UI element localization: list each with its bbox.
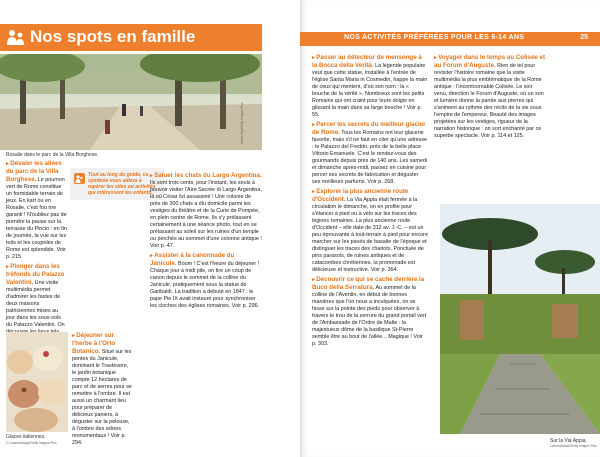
- right-col-2: [434, 54, 546, 142]
- entry-janicule: ▸ Assister à la canonnade du Janicule. Boum ! C'est l'heure du déjeuner ! Chaque jour à midi pile, on tire un coup de canon depuis le sommet de la colline du Janicule, pratiquement sous la statue de Garibaldi. La tradition a débuté en 1847 : le pape Pie IX avait instauré pour synchroniser les cloches des églises romaines. Voir p. 296.: [150, 252, 260, 309]
- photo1-caption: Rosalie dans le parc de la Villa Borghese.: [6, 152, 99, 158]
- photo2-caption: Glaces italiennes.: [6, 434, 46, 440]
- running-head-text: NOS ACTIVITÉS PRÉFÉRÉES POUR LES 6-14 ANS: [344, 34, 525, 41]
- park-illustration: [0, 54, 262, 150]
- via-appia-illustration: [440, 204, 600, 434]
- kids-symbol-icon: [74, 173, 85, 184]
- photo2-credit: © Lucasvsimage/Getty Images Plus: [6, 441, 57, 445]
- family-icon: [6, 29, 26, 46]
- page-number: 25: [580, 34, 588, 41]
- via-appia-photo: [440, 204, 600, 434]
- entry-largo-argentina: ▸ Saluer les chats du Largo Argentina. Ils sont trois cents, pour l'instant, les seuls à pouvoir visiter l'Aire Sacrée di Largo Argentina, là où César fut assassiné ! Une colonie de près de 300 chats a élu domicile parmi les vestiges du théâtre et de la Curie de Pompée, en plein centre de Rome. Ils s'y prélassent certainement à une séance photo, tout en se prélassant au soleil sur les ruines d'un temple ou perchés au sommet d'une colonne antique ! Voir p. 47.: [150, 172, 262, 249]
- section-banner: [0, 24, 262, 51]
- photo3-caption: Sur la Via Appia.: [550, 438, 587, 444]
- left-col-2: [150, 172, 262, 312]
- entry-palazzo-valentini: ▸ Plonger dans les tréfonds du Palazzo Valentini. Une visite multimédia permet d'admirer les fastes de deux maisons patriciennes mises au jour dans les sous-sols du Palazzo Valentini. On: [6, 263, 65, 328]
- left-col-1b: [72, 332, 134, 449]
- entry-colisee: ▸ Voyager dans le temps au Colisée et au Forum d'Auguste. Rien de tel pour revisiter l'histoire romaine que la visite multimédia la plus emblématique de la Rome antique : l'incontournable Colisée. Le soir venu, direction le Forum d'Auguste, où un son et lumière donne la parole aux pierres qui s'animent au rythme des récits de la vie sous l'empire de l'empereur. Beauté des images projetées sur les vestiges, rigueur de la narration historique : on sort enchanté par ce superbe spectacle. Voir p. 114 et 125.: [434, 54, 546, 139]
- entry-villa-borghese: ▸ Dévaler les allées du parc de la Villa Borghese. Le poumon vert de Rome constitue un formidable terrain de jeux. En kart ou en Rosalie, c'est fou rire garanti ! N'oubliez pas de prendre la pause sur la terrasse du Pincio : en fin de journée, la vue sur les toits et les coupoles de Rome est splendide. Voir p. 215.: [6, 160, 67, 260]
- villa-borghese-photo: [0, 54, 262, 150]
- entry-serratura: ▸ Découvrir ce qui se cache derrière la Buco della Serratura. Au sommet de la colline de l'Aventin, en début de bonnes manières que l'on nous a inculquées, on se hisse sur la pointe des pieds pour observer à travers le trou de la serrure du grand portail vert de l'Ambassade de l'Ordre de Malte : la majestueux dôme de la basilique St-Pierre semble être au bout de l'allée... Magique ! Voir p. 303.: [312, 276, 427, 347]
- kids-callout: Tout au long du guide, ce symbole vous aidera à repérer les sites ou activités qui intéressent les enfants.: [70, 168, 164, 200]
- right-col-1: [312, 54, 428, 350]
- photo3-credit: Lomma/Istock/Getty Images Plus: [550, 444, 597, 448]
- photo1-credit: Julien Viry/Getty Images Plus: [240, 102, 244, 144]
- gelato-photo: [6, 332, 68, 432]
- right-page: [300, 0, 600, 457]
- gelato-illustration: [6, 332, 68, 432]
- entry-bocca-verita: ▸ Passer au détecteur de mensonge à la Bocca della Verità. La légende populaire veut que cette statue, installée à l'entrée de l'église Santa Maria in Cosmedin, happe la main de ceux qui mentent, d'où son nom : la « bouche de la vérité ». Nombreux sont les petits Romains qui ont craint pour leurs doigts en glissant la main dans sa large bouche ! Voir p. 55.: [312, 54, 428, 118]
- entry-glacier: ▸ Percer les secrets du meilleur glacier de Rome. Tous les Romains ont leur glacerie favorite, mais s'il ne faut en citer qu'une adresse : le Palazzo del Freddo, près de la belle place Vittorio Emanuele. C'est le rendez-vous des gourmands depuis près de 140 ans. Les samedi et dimanche après-midi, passez en cuisine pour percer ses secrets de fabrication et déguster ses meilleurs parfums. Voir p. 268.: [312, 121, 428, 185]
- running-head: [300, 32, 600, 46]
- entry-orto-botanico: ▸ Déjeuner sur l'herbe à l'Orto Botanico. Situé sur les pentes du Janicule, dominant le Trastevere, le jardin botanique compte 12 hectares de parc et de serres pour se remettre à l'ombre. Il est aussi un charmant lieu pour préparer de délicieux paniers, à déguster sur la pelouse, à l'ombre des arbres monumentaux ! Voir p. 294.: [72, 332, 132, 446]
- entry-via-appia: ▸ Explorer la plus ancienne route d'Occident. La Via Appia était fermée à la circulation le dimanche, on en profite pour s'élancer à pied ou à vélo sur les traces des légions romaines. La plus ancienne route d'Occident – elle date de 312 av. J.-C. – est un peu éprouvante à tout-terrain à pied pour encore marcher sur les pavés de basalte de l'époque et distinguer les traces des chariots. Ponctuée de pins parasols, de ruines antiques et de catacombes chrétiennes, la promenade est délicieuse et instructive. Voir p. 364.: [312, 188, 428, 273]
- banner-title: Nos spots en famille: [30, 27, 196, 46]
